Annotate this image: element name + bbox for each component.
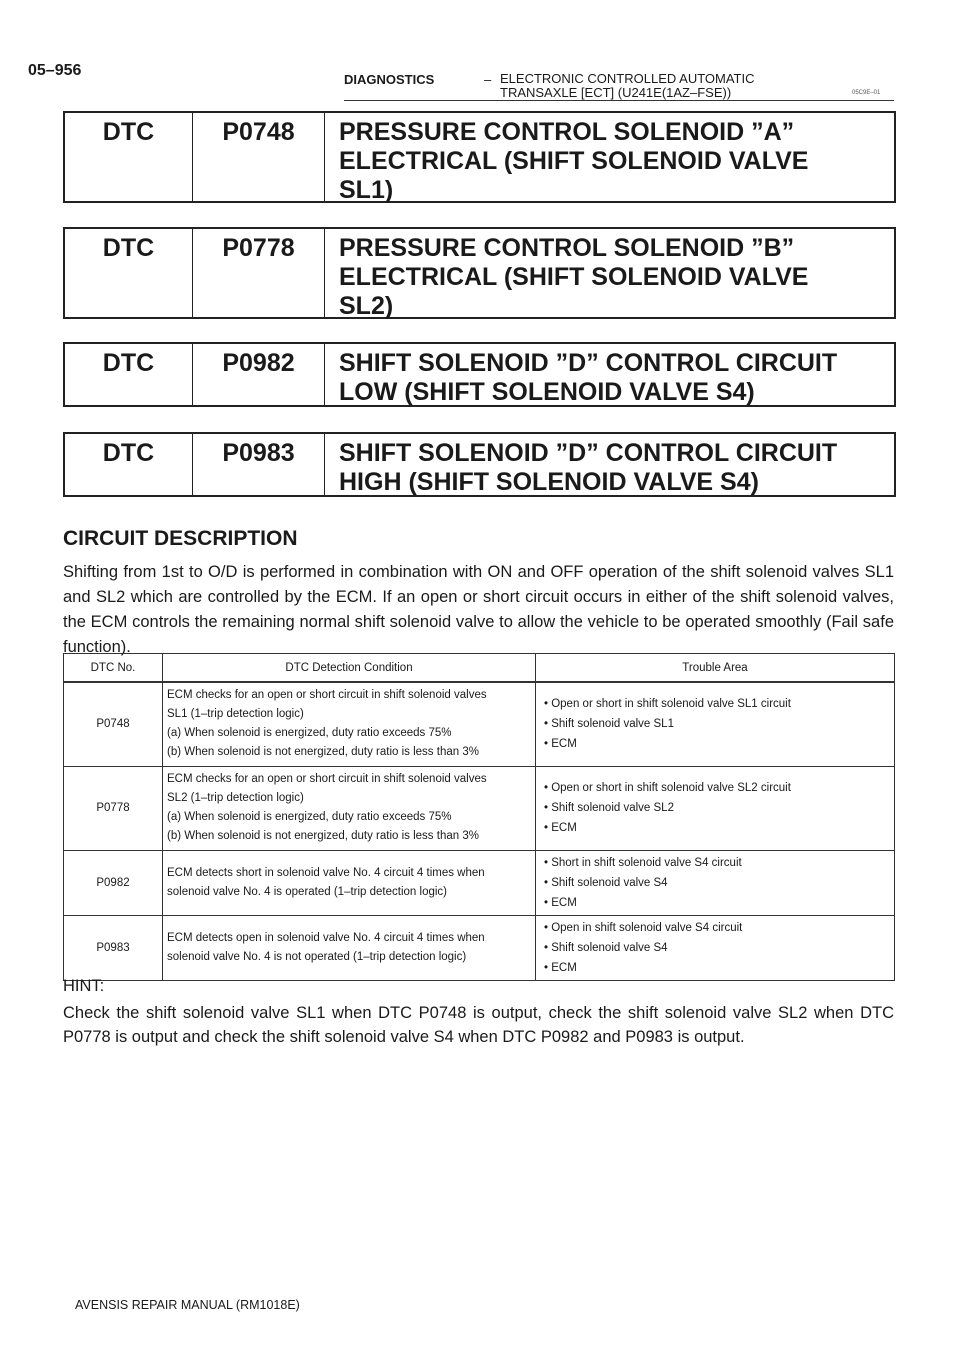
dtc-code: P0983 — [193, 434, 325, 495]
trouble-area-line: • Open or short in shift solenoid valve SL2 circuit — [544, 782, 791, 794]
header-section: DIAGNOSTICS — [344, 72, 435, 87]
table-row — [64, 766, 895, 850]
dtc-title-line: PRESSURE CONTROL SOLENOID ”A” — [339, 118, 795, 146]
dtc-title-line: HIGH (SHIFT SOLENOID VALVE S4) — [339, 468, 759, 496]
dtc-title-line: SHIFT SOLENOID ”D” CONTROL CIRCUIT — [339, 439, 838, 467]
dtc-title-line: SL1) — [339, 176, 394, 204]
cell-condition — [163, 766, 536, 850]
condition-line: ECM detects open in solenoid valve No. 4 circuit 4 times when — [167, 931, 485, 944]
col-header-dtc-no: DTC No. — [64, 654, 163, 683]
hint-label: HINT: — [63, 977, 105, 995]
table-row — [64, 915, 895, 980]
dtc-label: DTC — [65, 344, 193, 405]
trouble-area-line: • Shift solenoid valve SL2 — [544, 802, 674, 814]
hint-text: Check the shift solenoid valve SL1 when DTC P0748 is output, check the shift solenoid valve SL2 when DTC P0778 is output and check the shift solenoid valve S4 when DTC P0982 and P0983 is output. — [63, 1004, 894, 1046]
dtc-title — [325, 113, 894, 204]
cell-trouble-area — [536, 850, 895, 915]
table-header-row — [64, 654, 895, 683]
trouble-area-line: • ECM — [544, 822, 577, 834]
dtc-title-line: SL2) — [339, 292, 394, 320]
table-row — [64, 682, 895, 766]
dtc-title — [325, 434, 894, 495]
dtc-label: DTC — [65, 113, 193, 201]
dtc-title-line: SHIFT SOLENOID ”D” CONTROL CIRCUIT — [339, 349, 838, 377]
dtc-box-p0983 — [63, 432, 896, 497]
condition-line: ECM detects short in solenoid valve No. 4 circuit 4 times when — [167, 866, 485, 879]
dtc-title-line: LOW (SHIFT SOLENOID VALVE S4) — [339, 378, 755, 406]
condition-line: (b) When solenoid is not energized, duty ratio is less than 3% — [167, 746, 479, 759]
dtc-title-line: ELECTRICAL (SHIFT SOLENOID VALVE — [339, 147, 809, 175]
col-header-condition: DTC Detection Condition — [163, 654, 536, 683]
dtc-title — [325, 229, 894, 320]
cell-dtc-no: P0748 — [64, 682, 163, 766]
trouble-area-line: • ECM — [544, 896, 577, 909]
trouble-area-line: • Open in shift solenoid valve S4 circuit — [544, 921, 743, 934]
dtc-code: P0748 — [193, 113, 325, 201]
trouble-area-line: • Shift solenoid valve S4 — [544, 941, 668, 954]
header-dash: – — [484, 72, 492, 87]
dtc-box-p0778 — [63, 227, 896, 319]
cell-trouble-area — [536, 682, 895, 766]
trouble-area-line: • Shift solenoid valve SL1 — [544, 718, 674, 731]
trouble-area-line: • ECM — [544, 961, 577, 974]
cell-dtc-no: P0982 — [64, 850, 163, 915]
condition-line: ECM checks for an open or short circuit in shift solenoid valves — [167, 689, 487, 702]
col-header-trouble-area: Trouble Area — [536, 654, 895, 683]
header-rule — [344, 100, 894, 101]
dtc-table — [63, 653, 895, 981]
table-row — [64, 850, 895, 915]
document-code: 05C9E–01 — [852, 90, 881, 96]
dtc-title — [325, 344, 894, 405]
trouble-area-line: • ECM — [544, 738, 577, 751]
condition-line: solenoid valve No. 4 is operated (1–trip detection logic) — [167, 885, 447, 898]
dtc-title-line: ELECTRICAL (SHIFT SOLENOID VALVE — [339, 263, 809, 291]
condition-line: solenoid valve No. 4 is not operated (1–trip detection logic) — [167, 950, 467, 963]
dtc-title-line: PRESSURE CONTROL SOLENOID ”B” — [339, 234, 795, 262]
cell-trouble-area — [536, 766, 895, 850]
condition-line: (b) When solenoid is not energized, duty ratio is less than 3% — [167, 830, 479, 842]
cell-condition — [163, 682, 536, 766]
condition-line: (a) When solenoid is energized, duty ratio exceeds 75% — [167, 727, 452, 740]
dtc-box-p0748 — [63, 111, 896, 203]
cell-dtc-no: P0778 — [64, 766, 163, 850]
page-number: 05–956 — [28, 62, 82, 79]
header-title-line1: ELECTRONIC CONTROLLED AUTOMATIC — [500, 71, 755, 86]
condition-line: (a) When solenoid is energized, duty ratio exceeds 75% — [167, 811, 452, 823]
condition-line: ECM checks for an open or short circuit in shift solenoid valves — [167, 773, 487, 785]
header-title-line2: TRANSAXLE [ECT] (U241E(1AZ–FSE)) — [500, 85, 732, 100]
dtc-label: DTC — [65, 229, 193, 317]
cell-condition — [163, 850, 536, 915]
circuit-description-text: Shifting from 1st to O/D is performed in combination with ON and OFF operation of the shift solenoid valves SL1 and SL2 which are controlled by the ECM. If an open or short circuit occurs in either of the shift solenoid valves, the ECM controls the remaining normal shift solenoid valve to allow the vehicle to be operated smoothly (Fail safe function). — [63, 563, 894, 656]
dtc-code: P0778 — [193, 229, 325, 317]
dtc-box-p0982 — [63, 342, 896, 407]
footer-manual-name: AVENSIS REPAIR MANUAL (RM1018E) — [75, 1298, 300, 1312]
header-title — [500, 72, 755, 100]
dtc-label: DTC — [65, 434, 193, 495]
condition-line: SL2 (1–trip detection logic) — [167, 792, 304, 804]
cell-dtc-no: P0983 — [64, 915, 163, 980]
trouble-area-line: • Open or short in shift solenoid valve SL1 circuit — [544, 698, 791, 711]
cell-trouble-area — [536, 915, 895, 980]
dtc-code: P0982 — [193, 344, 325, 405]
trouble-area-line: • Shift solenoid valve S4 — [544, 876, 668, 889]
circuit-description-title: CIRCUIT DESCRIPTION — [63, 527, 298, 550]
cell-condition — [163, 915, 536, 980]
trouble-area-line: • Short in shift solenoid valve S4 circuit — [544, 856, 742, 869]
condition-line: SL1 (1–trip detection logic) — [167, 708, 304, 721]
